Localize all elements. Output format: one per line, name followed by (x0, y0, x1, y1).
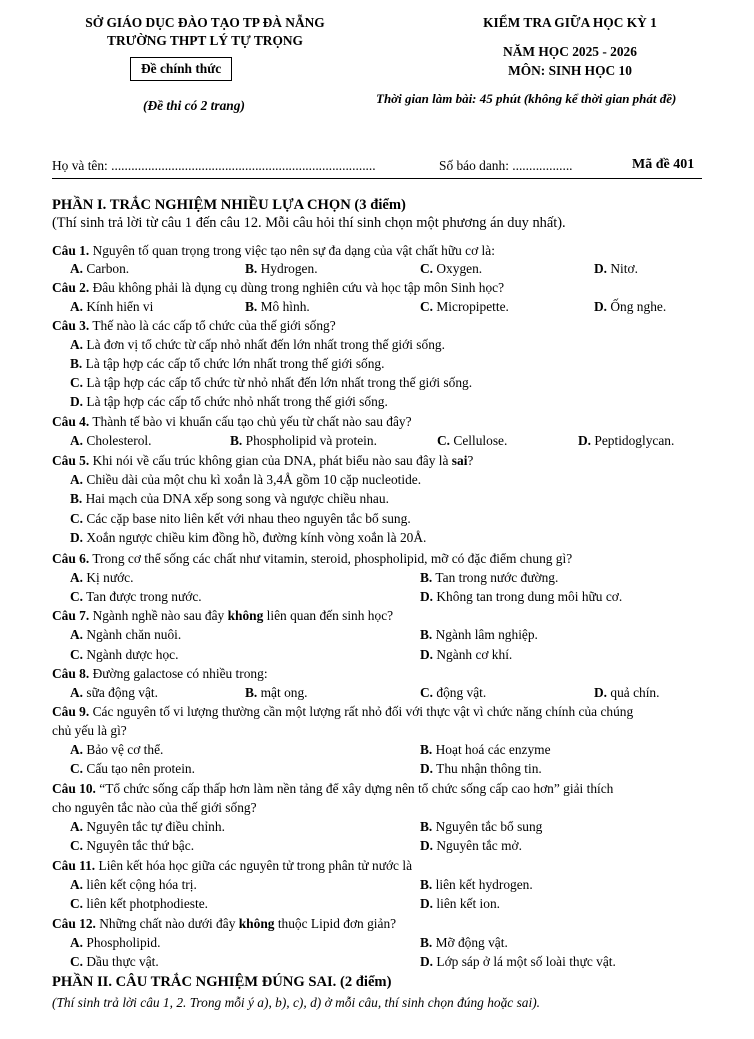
option-text: Peptidoglycan. (594, 433, 675, 448)
option-letter: A. (70, 472, 84, 487)
option-text: Cholesterol. (86, 433, 152, 448)
answer-option[interactable] (420, 588, 622, 606)
option-text: sữa động vật. (86, 685, 158, 700)
answer-option[interactable] (70, 260, 129, 278)
option-letter: A. (70, 261, 84, 276)
question-text-end: thuộc Lipid đơn giản? (274, 916, 397, 931)
option-text: Mỡ động vật. (435, 935, 508, 950)
answer-option[interactable] (70, 490, 389, 508)
question-stem (52, 317, 336, 335)
option-letter: B. (420, 819, 433, 834)
option-text: Kính hiển vi (86, 299, 154, 314)
question-number: Câu 3. (52, 318, 90, 333)
option-letter: C. (420, 299, 434, 314)
question-emphasis: không (238, 916, 275, 931)
option-letter: C. (70, 896, 84, 911)
answer-option[interactable] (420, 895, 500, 913)
answer-option[interactable] (594, 298, 666, 316)
option-letter: C. (70, 954, 84, 969)
school-year: NĂM HỌC 2025 - 2026 (503, 44, 637, 59)
answer-option[interactable] (70, 760, 195, 778)
option-letter: C. (420, 261, 434, 276)
question-text: Thành tế bào vi khuẩn cấu tạo chủ yếu từ chất nào sau đây? (89, 414, 412, 429)
option-text: Phospholipid. (86, 935, 161, 950)
question-stem (52, 780, 613, 798)
option-text: Hydrogen. (260, 261, 318, 276)
option-letter: B. (420, 742, 433, 757)
option-text: Nguyên tắc mở. (436, 838, 522, 853)
question-text: Liên kết hóa học giữa các nguyên tử trong phân tử nước là (95, 858, 413, 873)
option-text: Nguyên tắc tự điều chỉnh. (86, 819, 225, 834)
option-text: Tan trong nước đường. (435, 570, 559, 585)
answer-option[interactable] (230, 432, 377, 450)
question-text: Trong cơ thể sống các chất như vitamin, steroid, phospholipid, mỡ có đặc điểm chung gì? (89, 551, 573, 566)
question-number: Câu 4. (52, 414, 90, 429)
question-stem (52, 703, 633, 721)
school-name: TRƯỜNG THPT LÝ TỰ TRỌNG (107, 33, 303, 48)
option-text: Cellulose. (453, 433, 508, 448)
option-letter: A. (70, 685, 84, 700)
header-divider (52, 178, 702, 179)
option-letter: D. (420, 647, 434, 662)
question-text-end: liên quan đến sinh học? (263, 608, 394, 623)
option-text: liên kết ion. (436, 896, 500, 911)
answer-option[interactable] (70, 837, 194, 855)
answer-option[interactable] (70, 471, 421, 489)
question-number: Câu 6. (52, 551, 90, 566)
option-text: liên kết cộng hóa trị. (86, 877, 197, 892)
option-letter: A. (70, 742, 84, 757)
option-text: Hoạt hoá các enzyme (435, 742, 551, 757)
answer-option[interactable] (70, 684, 158, 702)
answer-option[interactable] (70, 646, 178, 664)
option-text: Là đơn vị tổ chức từ cấp nhỏ nhất đến lớn nhất trong thế giới sống. (86, 337, 445, 352)
answer-option[interactable] (70, 432, 151, 450)
option-text: mật ong. (260, 685, 308, 700)
option-text: Nguyên tắc bổ sung (435, 819, 543, 834)
answer-option[interactable] (70, 953, 159, 971)
exam-code: Mã đề 401 (632, 157, 695, 172)
answer-option[interactable] (245, 260, 318, 278)
question-stem (52, 279, 504, 297)
question-stem (52, 915, 396, 933)
question-text: “Tổ chức sống cấp thấp hơn làm nền tảng để xây dựng nên tổ chức sống cấp cao hơn” giải thích (95, 781, 614, 796)
answer-option[interactable] (70, 355, 384, 373)
option-text: Mô hình. (260, 299, 310, 314)
exam-title: KIỂM TRA GIỮA HỌC KỲ 1 (483, 15, 657, 30)
answer-option[interactable] (594, 260, 638, 278)
option-letter: D. (420, 896, 434, 911)
question-stem-continued: cho nguyên tắc nào của thế giới sống? (52, 800, 257, 815)
option-letter: A. (70, 337, 84, 352)
answer-option[interactable] (70, 510, 411, 528)
option-letter: C. (70, 838, 84, 853)
option-letter: D. (70, 530, 84, 545)
answer-option[interactable] (70, 393, 388, 411)
question-stem-continued: chủ yếu là gì? (52, 723, 127, 738)
option-text: Lớp sáp ở lá một số loài thực vật. (436, 954, 616, 969)
question-stem (52, 413, 412, 431)
answer-option[interactable] (70, 336, 445, 354)
answer-option[interactable] (245, 298, 310, 316)
question-stem (52, 452, 473, 470)
option-letter: B. (70, 491, 83, 506)
option-letter: B. (245, 685, 258, 700)
student-id-field: Số báo danh: .................. (439, 158, 573, 173)
option-letter: C. (70, 511, 84, 526)
question-text: Những chất nào dưới đây (95, 916, 239, 931)
option-letter: C. (70, 589, 84, 604)
option-text: Oxygen. (436, 261, 483, 276)
option-letter: C. (70, 647, 84, 662)
option-text: Micropipette. (436, 299, 509, 314)
question-text: Thế nào là các cấp tổ chức của thế giới sống? (89, 318, 336, 333)
option-letter: B. (70, 356, 83, 371)
answer-option[interactable] (70, 741, 163, 759)
question-text: Đâu không phải là dụng cụ dùng trong nghiên cứu và học tập môn Sinh học? (89, 280, 505, 295)
option-letter: B. (245, 299, 258, 314)
answer-option[interactable] (578, 432, 674, 450)
option-text: Xoắn ngược chiều kim đồng hồ, đường kính vòng xoắn là 20Å. (86, 530, 427, 545)
student-name-field: Họ và tên: ............................................................................... (52, 158, 376, 173)
answer-option[interactable] (70, 818, 225, 836)
option-letter: C. (70, 375, 84, 390)
question-text: Khi nói về cấu trúc không gian của DNA, phát biểu nào sau đây là (89, 453, 452, 468)
option-text: Tan được trong nước. (86, 589, 202, 604)
answer-option[interactable] (420, 260, 482, 278)
option-letter: C. (70, 761, 84, 776)
question-stem (52, 665, 268, 683)
option-letter: B. (230, 433, 243, 448)
part1-instruction: (Thí sinh trả lời từ câu 1 đến câu 12. Mỗi câu hỏi thí sinh chọn một phương án duy nhất). (52, 215, 566, 231)
official-exam-badge: Đề chính thức (130, 57, 232, 81)
answer-option[interactable] (420, 684, 486, 702)
page-count-note: (Đề thi có 2 trang) (143, 98, 245, 113)
question-number: Câu 9. (52, 704, 90, 719)
option-text: Dầu thực vật. (86, 954, 159, 969)
answer-option[interactable] (420, 646, 512, 664)
question-stem (52, 242, 495, 260)
answer-option[interactable] (70, 934, 160, 952)
question-stem (52, 857, 412, 875)
option-letter: B. (420, 570, 433, 585)
option-text: Thu nhận thông tin. (436, 761, 542, 776)
question-text: Các nguyên tố vi lượng thường cần một lượng rất nhỏ đối với thực vật vì chức năng chính của chúng (89, 704, 634, 719)
question-emphasis: sai (451, 453, 468, 468)
answer-option[interactable] (70, 529, 426, 547)
question-number: Câu 10. (52, 781, 96, 796)
question-number: Câu 11. (52, 858, 96, 873)
option-text: Là tập hợp các cấp tổ chức từ nhỏ nhất đến lớn nhất trong thế giới sống. (86, 375, 473, 390)
department-name: SỞ GIÁO DỤC ĐÀO TẠO TP ĐÀ NẴNG (85, 15, 325, 30)
option-text: Kị nước. (86, 570, 134, 585)
question-text: Nguyên tố quan trọng trong việc tạo nên sự đa dạng của vật chất hữu cơ là: (89, 243, 495, 258)
option-letter: A. (70, 627, 84, 642)
question-stem (52, 550, 572, 568)
option-text: Các cặp base nito liên kết với nhau theo nguyên tắc bổ sung. (86, 511, 411, 526)
option-text: Nitơ. (610, 261, 638, 276)
option-letter: D. (70, 394, 84, 409)
option-letter: D. (594, 299, 608, 314)
answer-option[interactable] (420, 876, 533, 894)
part1-title: PHẦN I. TRẮC NGHIỆM NHIỀU LỰA CHỌN (3 điểm) (52, 197, 406, 213)
option-text: Ống nghe. (610, 299, 667, 314)
option-letter: A. (70, 299, 84, 314)
question-number: Câu 1. (52, 243, 90, 258)
option-letter: D. (420, 954, 434, 969)
answer-option[interactable] (420, 953, 616, 971)
question-text: Đường galactose có nhiều trong: (89, 666, 268, 681)
option-letter: C. (420, 685, 434, 700)
part2-instruction: (Thí sinh trả lời câu 1, 2. Trong mỗi ý a), b), c), d) ở mỗi câu, thí sinh chọn đúng hoặc sai). (52, 995, 541, 1010)
option-text: liên kết photphodieste. (86, 896, 208, 911)
option-letter: B. (420, 935, 433, 950)
question-stem (52, 607, 393, 625)
question-number: Câu 12. (52, 916, 96, 931)
option-letter: A. (70, 935, 84, 950)
question-text: Ngành nghề nào sau đây (89, 608, 228, 623)
option-letter: D. (420, 838, 434, 853)
option-text: Nguyên tắc thứ bậc. (86, 838, 195, 853)
answer-option[interactable] (420, 626, 538, 644)
option-text: Chiều dài của một chu kì xoắn là 3,4Å gồm 10 cặp nucleotide. (86, 472, 422, 487)
option-text: Phospholipid và protein. (245, 433, 377, 448)
option-text: Cấu tạo nên protein. (86, 761, 195, 776)
option-letter: A. (70, 877, 84, 892)
option-letter: B. (245, 261, 258, 276)
option-text: Là tập hợp các cấp tổ chức nhỏ nhất trong thế giới sống. (86, 394, 388, 409)
answer-option[interactable] (70, 569, 133, 587)
answer-option[interactable] (70, 374, 472, 392)
option-letter: A. (70, 570, 84, 585)
option-letter: C. (437, 433, 451, 448)
answer-option[interactable] (420, 837, 522, 855)
option-text: Carbon. (86, 261, 130, 276)
option-text: liên kết hydrogen. (435, 877, 533, 892)
option-text: Ngành cơ khí. (436, 647, 513, 662)
answer-option[interactable] (70, 895, 208, 913)
time-allowed: Thời gian làm bài: 45 phút (không kể thời gian phát đề) (376, 91, 677, 106)
option-letter: D. (578, 433, 592, 448)
question-number: Câu 8. (52, 666, 90, 681)
answer-option[interactable] (420, 818, 542, 836)
answer-option[interactable] (245, 684, 308, 702)
option-letter: D. (420, 761, 434, 776)
question-number: Câu 5. (52, 453, 90, 468)
option-letter: D. (594, 261, 608, 276)
option-letter: A. (70, 819, 84, 834)
answer-option[interactable] (437, 432, 507, 450)
question-number: Câu 2. (52, 280, 90, 295)
option-text: Ngành lâm nghiệp. (435, 627, 538, 642)
option-text: Bảo vệ cơ thể. (86, 742, 164, 757)
answer-option[interactable] (420, 569, 558, 587)
option-text: quả chín. (610, 685, 660, 700)
question-number: Câu 7. (52, 608, 90, 623)
answer-option[interactable] (70, 626, 181, 644)
answer-option[interactable] (420, 934, 508, 952)
option-text: Ngành chăn nuôi. (86, 627, 182, 642)
answer-option[interactable] (420, 298, 509, 316)
option-text: Ngành dược học. (86, 647, 179, 662)
answer-option[interactable] (70, 298, 153, 316)
answer-option[interactable] (70, 876, 197, 894)
answer-option[interactable] (420, 760, 542, 778)
question-emphasis: không (227, 608, 264, 623)
answer-option[interactable] (70, 588, 202, 606)
option-text: Là tập hợp các cấp tổ chức lớn nhất trong thế giới sống. (85, 356, 385, 371)
option-text: động vật. (436, 685, 487, 700)
answer-option[interactable] (420, 741, 551, 759)
option-letter: D. (594, 685, 608, 700)
question-text-end: ? (467, 453, 474, 468)
part2-title: PHẦN II. CÂU TRẮC NGHIỆM ĐÚNG SAI. (2 điểm) (52, 974, 392, 990)
option-letter: B. (420, 877, 433, 892)
subject: MÔN: SINH HỌC 10 (508, 63, 632, 78)
option-letter: A. (70, 433, 84, 448)
option-text: Không tan trong dung môi hữu cơ. (436, 589, 623, 604)
answer-option[interactable] (594, 684, 659, 702)
option-letter: B. (420, 627, 433, 642)
option-letter: D. (420, 589, 434, 604)
option-text: Hai mạch của DNA xếp song song và ngược chiều nhau. (85, 491, 389, 506)
